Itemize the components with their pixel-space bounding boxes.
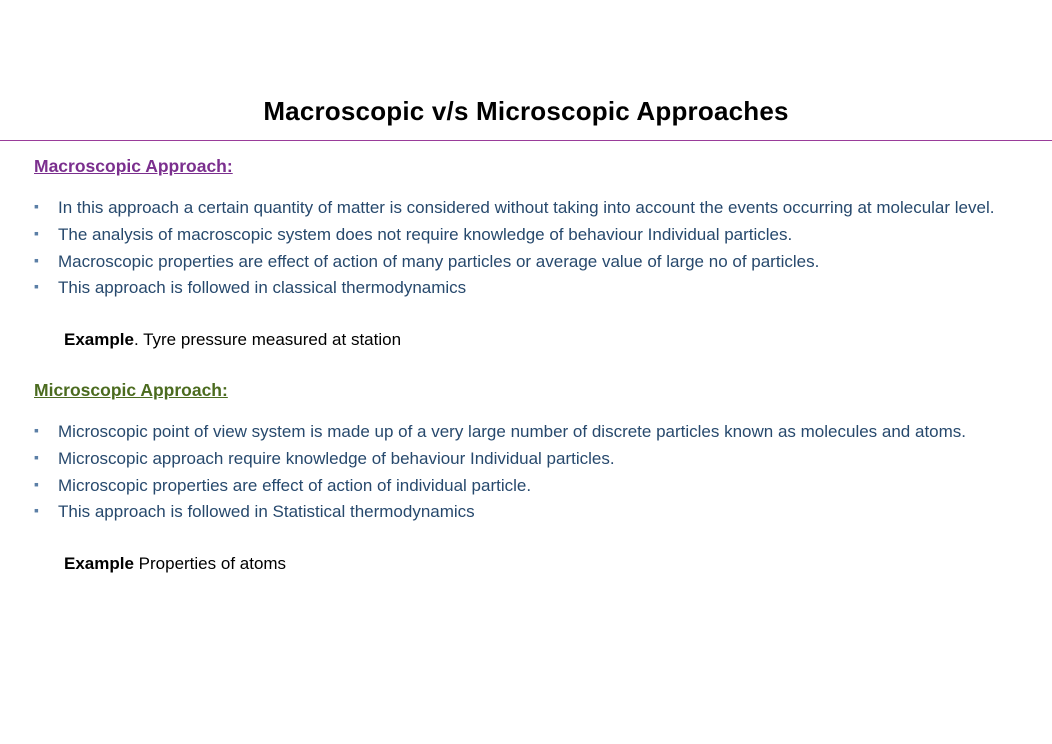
list-item — [34, 197, 1024, 219]
list-item-text: This approach is followed in Statistical thermodynamics — [58, 502, 475, 522]
example-macroscopic — [64, 330, 1052, 350]
list-item-text: Microscopic approach require knowledge of behaviour Individual particles. — [58, 448, 615, 468]
list-item — [34, 277, 1024, 299]
slide-body — [0, 150, 1052, 574]
example-text: . Tyre pressure measured at station — [133, 330, 402, 349]
section-heading-microscopic: Microscopic Approach: — [34, 380, 228, 400]
list-item-text: Macroscopic properties are effect of action of many particles or average value of large no of particles. — [58, 251, 820, 271]
list-item — [34, 251, 1024, 273]
list-item-text: In this approach a certain quantity of matter is considered without taking into account the events occurring at molecular level. — [58, 198, 995, 217]
example-label: Example — [64, 554, 134, 573]
section-heading-macroscopic: Macroscopic Approach: — [34, 156, 233, 176]
bullet-marker-icon: ▪ — [34, 224, 39, 241]
example-microscopic — [64, 554, 1052, 574]
bullet-marker-icon: ▪ — [34, 448, 39, 465]
example-label: Example — [64, 330, 134, 349]
bullet-marker-icon: ▪ — [34, 422, 39, 438]
list-item-text: This approach is followed in classical thermodynamics — [58, 278, 467, 298]
list-item-text: Microscopic point of view system is made up of a very large number of discrete particles known as molecules and atoms. — [58, 422, 967, 441]
list-item-text: The analysis of macroscopic system does not require knowledge of behaviour Individual particles. — [58, 224, 793, 244]
bullet-marker-icon: ▪ — [34, 198, 39, 214]
page-title: Macroscopic v/s Microscopic Approaches — [263, 96, 789, 126]
bullet-marker-icon: ▪ — [34, 278, 39, 295]
list-item — [34, 421, 1024, 443]
example-text: Properties of atoms — [133, 554, 287, 573]
bullet-marker-icon: ▪ — [34, 251, 39, 268]
list-item — [34, 448, 1024, 470]
list-item-text: Microscopic properties are effect of action of individual particle. — [58, 475, 532, 495]
bullet-marker-icon: ▪ — [34, 502, 39, 519]
bullet-list-microscopic — [0, 421, 1052, 523]
bullet-marker-icon: ▪ — [34, 475, 39, 492]
list-item — [34, 224, 1024, 246]
list-item — [34, 475, 1024, 497]
bullet-list-macroscopic — [0, 197, 1052, 299]
title-divider — [0, 140, 1052, 141]
list-item — [34, 501, 1024, 523]
